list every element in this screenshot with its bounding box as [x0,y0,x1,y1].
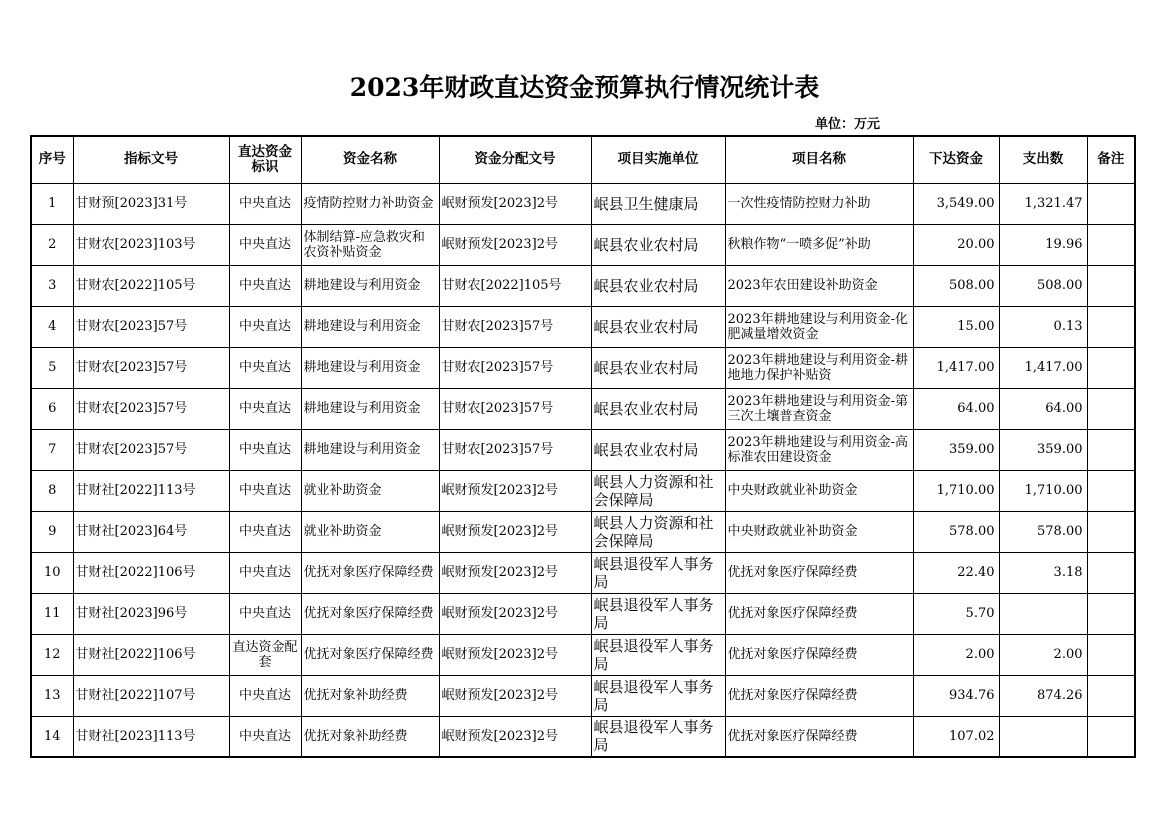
row-doc-no: 甘财农[2023]57号 [73,388,229,429]
row-unit: 岷县退役军人事务局 [591,593,725,634]
row-note [1087,675,1135,716]
row-mark: 中央直达 [229,470,301,511]
row-fund-name: 优抚对象补助经费 [301,675,439,716]
row-issued: 5.70 [913,593,999,634]
budget-table [30,135,1136,758]
row-unit: 岷县人力资源和社会保障局 [591,511,725,552]
row-seq: 2 [31,224,73,265]
row-doc-no: 甘财社[2023]64号 [73,511,229,552]
row-note [1087,183,1135,224]
row-fund-name: 优抚对象医疗保障经费 [301,552,439,593]
row-doc-no: 甘财农[2023]103号 [73,224,229,265]
row-issued: 3,549.00 [913,183,999,224]
row-mark: 中央直达 [229,183,301,224]
row-issued: 359.00 [913,429,999,470]
row-doc-no: 甘财农[2023]57号 [73,347,229,388]
row-unit: 岷县农业农村局 [591,429,725,470]
row-doc-no: 甘财社[2022]107号 [73,675,229,716]
row-fund-name: 耕地建设与利用资金 [301,306,439,347]
row-alloc-doc: 岷财预发[2023]2号 [439,224,591,265]
row-spent: 874.26 [999,675,1087,716]
row-note [1087,511,1135,552]
row-mark: 中央直达 [229,224,301,265]
row-issued: 64.00 [913,388,999,429]
row-fund-name: 就业补助资金 [301,470,439,511]
row-unit: 岷县退役军人事务局 [591,634,725,675]
row-note [1087,388,1135,429]
row-seq: 12 [31,634,73,675]
row-project: 2023年耕地建设与利用资金-第三次土壤普查资金 [725,388,913,429]
row-doc-no: 甘财社[2022]106号 [73,552,229,593]
row-project: 2023年耕地建设与利用资金-化肥减量增效资金 [725,306,913,347]
row-unit: 岷县农业农村局 [591,224,725,265]
row-spent: 578.00 [999,511,1087,552]
unit-label: 单位：万元 [815,117,881,132]
table-row [31,265,1135,306]
table-row [31,470,1135,511]
header-note: 备注 [1087,136,1135,183]
row-unit: 岷县退役军人事务局 [591,675,725,716]
row-unit: 岷县退役军人事务局 [591,716,725,757]
row-fund-name: 体制结算-应急救灾和农资补贴资金 [301,224,439,265]
header-issued: 下达资金 [913,136,999,183]
row-project: 中央财政就业补助资金 [725,470,913,511]
row-issued: 22.40 [913,552,999,593]
row-issued: 1,417.00 [913,347,999,388]
row-spent: 1,710.00 [999,470,1087,511]
row-spent: 2.00 [999,634,1087,675]
row-mark: 中央直达 [229,388,301,429]
table-row [31,675,1135,716]
row-issued: 578.00 [913,511,999,552]
row-project: 优抚对象医疗保障经费 [725,552,913,593]
row-project: 优抚对象医疗保障经费 [725,675,913,716]
row-mark: 中央直达 [229,675,301,716]
row-mark: 中央直达 [229,306,301,347]
row-project: 中央财政就业补助资金 [725,511,913,552]
row-project: 优抚对象医疗保障经费 [725,716,913,757]
row-project: 2023年农田建设补助资金 [725,265,913,306]
row-spent: 359.00 [999,429,1087,470]
table-header-row [31,136,1135,183]
row-fund-name: 耕地建设与利用资金 [301,265,439,306]
row-doc-no: 甘财社[2022]106号 [73,634,229,675]
table-row [31,306,1135,347]
row-mark: 中央直达 [229,347,301,388]
row-issued: 1,710.00 [913,470,999,511]
table-row [31,634,1135,675]
table-row [31,183,1135,224]
row-seq: 4 [31,306,73,347]
row-unit: 岷县退役军人事务局 [591,552,725,593]
row-seq: 1 [31,183,73,224]
table-row [31,388,1135,429]
row-seq: 7 [31,429,73,470]
row-project: 优抚对象医疗保障经费 [725,593,913,634]
table-row [31,511,1135,552]
row-mark: 中央直达 [229,429,301,470]
row-project: 2023年耕地建设与利用资金-高标准农田建设资金 [725,429,913,470]
row-alloc-doc: 岷财预发[2023]2号 [439,634,591,675]
row-alloc-doc: 岷财预发[2023]2号 [439,552,591,593]
row-mark: 中央直达 [229,716,301,757]
row-note [1087,224,1135,265]
row-spent: 1,321.47 [999,183,1087,224]
row-note [1087,306,1135,347]
row-fund-name: 耕地建设与利用资金 [301,429,439,470]
row-seq: 14 [31,716,73,757]
row-doc-no: 甘财农[2022]105号 [73,265,229,306]
row-spent: 3.18 [999,552,1087,593]
row-seq: 9 [31,511,73,552]
row-issued: 20.00 [913,224,999,265]
row-unit: 岷县卫生健康局 [591,183,725,224]
row-doc-no: 甘财农[2023]57号 [73,429,229,470]
row-alloc-doc: 甘财农[2022]105号 [439,265,591,306]
row-note [1087,470,1135,511]
row-project: 优抚对象医疗保障经费 [725,634,913,675]
row-spent [999,593,1087,634]
row-alloc-doc: 甘财农[2023]57号 [439,388,591,429]
row-fund-name: 耕地建设与利用资金 [301,347,439,388]
page-title: 2023年财政直达资金预算执行情况统计表 [349,73,820,102]
row-unit: 岷县农业农村局 [591,265,725,306]
row-mark: 中央直达 [229,511,301,552]
row-unit: 岷县人力资源和社会保障局 [591,470,725,511]
row-note [1087,265,1135,306]
header-mark: 直达资金标识 [229,136,301,183]
row-note [1087,634,1135,675]
row-alloc-doc: 岷财预发[2023]2号 [439,183,591,224]
header-project: 项目名称 [725,136,913,183]
row-project: 秋粮作物“一喷多促”补助 [725,224,913,265]
row-doc-no: 甘财预[2023]31号 [73,183,229,224]
row-issued: 934.76 [913,675,999,716]
row-unit: 岷县农业农村局 [591,388,725,429]
row-issued: 508.00 [913,265,999,306]
row-mark: 中央直达 [229,265,301,306]
row-fund-name: 疫情防控财力补助资金 [301,183,439,224]
row-alloc-doc: 岷财预发[2023]2号 [439,511,591,552]
row-fund-name: 优抚对象医疗保障经费 [301,593,439,634]
row-alloc-doc: 岷财预发[2023]2号 [439,675,591,716]
row-doc-no: 甘财农[2023]57号 [73,306,229,347]
row-note [1087,429,1135,470]
row-fund-name: 就业补助资金 [301,511,439,552]
row-mark: 直达资金配套 [229,634,301,675]
table-row [31,429,1135,470]
row-issued: 15.00 [913,306,999,347]
row-doc-no: 甘财社[2023]113号 [73,716,229,757]
row-note [1087,716,1135,757]
table-row [31,593,1135,634]
row-seq: 10 [31,552,73,593]
row-project: 2023年耕地建设与利用资金-耕地地力保护补贴资 [725,347,913,388]
row-seq: 3 [31,265,73,306]
row-unit: 岷县农业农村局 [591,306,725,347]
row-fund-name: 优抚对象补助经费 [301,716,439,757]
row-doc-no: 甘财社[2022]113号 [73,470,229,511]
row-spent: 19.96 [999,224,1087,265]
table-row [31,716,1135,757]
row-spent: 508.00 [999,265,1087,306]
row-issued: 107.02 [913,716,999,757]
row-alloc-doc: 岷财预发[2023]2号 [439,716,591,757]
row-alloc-doc: 甘财农[2023]57号 [439,429,591,470]
row-spent: 64.00 [999,388,1087,429]
row-unit: 岷县农业农村局 [591,347,725,388]
row-project: 一次性疫情防控财力补助 [725,183,913,224]
row-note [1087,347,1135,388]
row-spent [999,716,1087,757]
header-spent: 支出数 [999,136,1087,183]
header-doc-no: 指标文号 [73,136,229,183]
row-alloc-doc: 甘财农[2023]57号 [439,347,591,388]
header-unit: 项目实施单位 [591,136,725,183]
table-row [31,224,1135,265]
row-seq: 11 [31,593,73,634]
row-fund-name: 耕地建设与利用资金 [301,388,439,429]
row-alloc-doc: 岷财预发[2023]2号 [439,470,591,511]
row-note [1087,552,1135,593]
row-seq: 8 [31,470,73,511]
header-seq: 序号 [31,136,73,183]
row-mark: 中央直达 [229,552,301,593]
row-doc-no: 甘财社[2023]96号 [73,593,229,634]
row-alloc-doc: 岷财预发[2023]2号 [439,593,591,634]
header-fund-name: 资金名称 [301,136,439,183]
row-seq: 13 [31,675,73,716]
header-alloc-doc: 资金分配文号 [439,136,591,183]
table-row [31,347,1135,388]
row-alloc-doc: 甘财农[2023]57号 [439,306,591,347]
row-spent: 0.13 [999,306,1087,347]
table-row [31,552,1135,593]
row-spent: 1,417.00 [999,347,1087,388]
row-seq: 5 [31,347,73,388]
row-mark: 中央直达 [229,593,301,634]
row-seq: 6 [31,388,73,429]
row-issued: 2.00 [913,634,999,675]
row-fund-name: 优抚对象医疗保障经费 [301,634,439,675]
row-note [1087,593,1135,634]
